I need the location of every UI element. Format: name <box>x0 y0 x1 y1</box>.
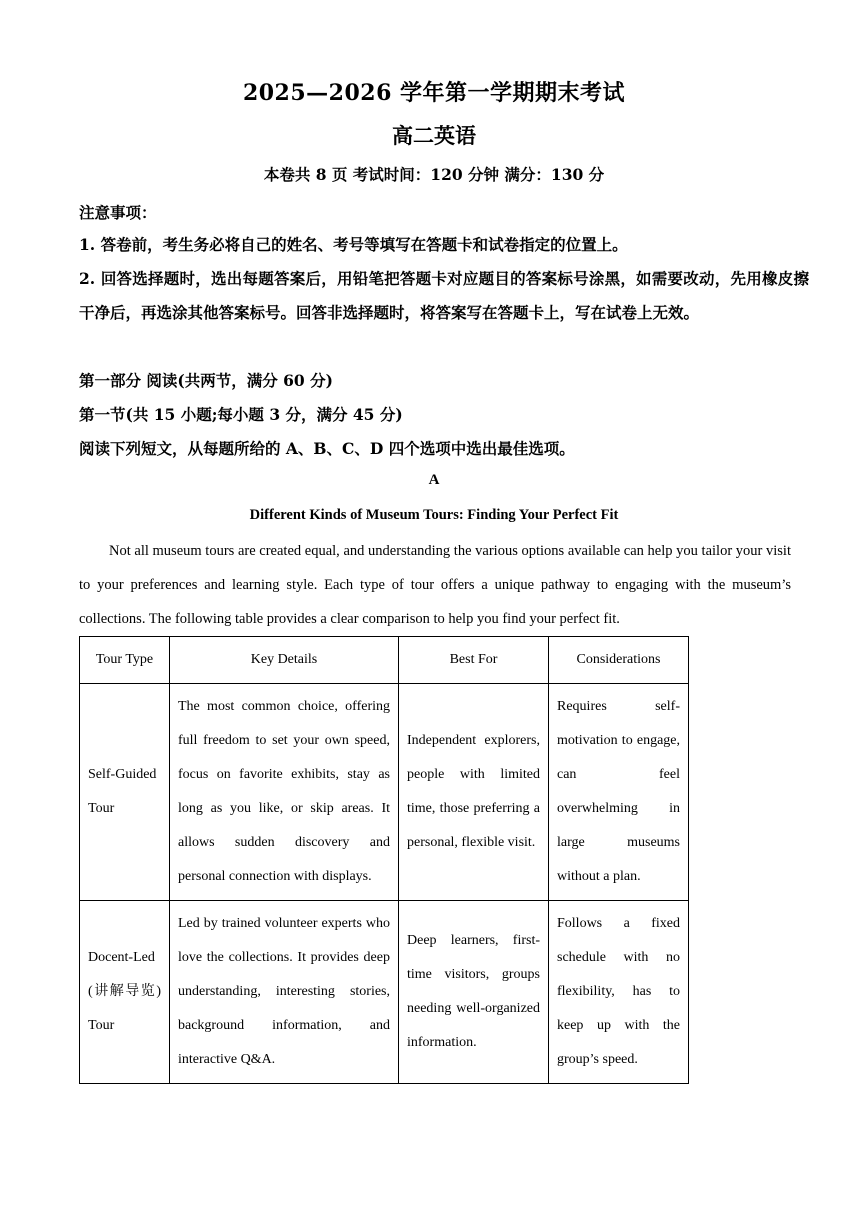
exam-info: 本卷共 8 页 考试时间：120 分钟 满分：130 分 <box>263 165 605 184</box>
key-details-cell: The most common choice, offering full freedom to set your own speed, focus on favorite exhibits, stay as long as you like, or skip areas. It allows sudden discovery and personal connection with displays. <box>170 684 399 901</box>
key-details-cell: Led by trained volunteer experts who love the collections. It provides deep understanding, interesting stories, background information, and interactive Q&A. <box>170 901 399 1084</box>
table-header: Considerations <box>549 637 689 684</box>
best-for-cell: Deep learners, first-time visitors, groups needing well-organized information. <box>399 901 549 1084</box>
table-row <box>80 901 689 1084</box>
tour-type-cell: Docent-Led (讲解导览) Tour <box>80 901 170 1084</box>
reading-instruction: 阅读下列短文，从每题所给的 A、B、C、D 四个选项中选出最佳选项。 <box>79 439 575 458</box>
passage-title: Different Kinds of Museum Tours: Finding Your Perfect Fit <box>249 507 619 523</box>
best-for-cell: Independent explorers, people with limited time, those preferring a personal, flexible visit. <box>399 684 549 901</box>
part-1-heading: 第一部分 阅读(共两节，满分 60 分) <box>79 371 333 390</box>
section-1-heading: 第一节(共 15 小题;每小题 3 分，满分 45 分) <box>79 405 403 424</box>
notice-item-1: 1. 答卷前，考生务必将自己的姓名、考号等填写在答题卡和试卷指定的位置上。 <box>79 235 628 254</box>
considerations-cell: Follows a fixed schedule with no flexibility, has to keep up with the group’s speed. <box>549 901 689 1084</box>
notice-item-2: 2. 回答选择题时，选出每题答案后，用铅笔把答题卡对应题目的答案标号涂黑，如需要改动，先用橡皮擦干净后，再选涂其他答案标号。回答非选择题时，将答案写在答题卡上，写在试卷上无效。 <box>79 269 809 322</box>
tour-comparison-table <box>79 636 689 1084</box>
table-header: Tour Type <box>80 637 170 684</box>
passage-letter: A <box>428 472 440 488</box>
considerations-cell: Requires self-motivation to engage, can feel overwhelming in large museums without a plan. <box>549 684 689 901</box>
exam-title: 2025—2026 学年第一学期期末考试 <box>242 80 626 106</box>
table-header: Key Details <box>170 637 399 684</box>
table-header: Best For <box>399 637 549 684</box>
table-header-row <box>80 637 689 684</box>
table-row <box>80 684 689 901</box>
notice-heading: 注意事项： <box>79 203 157 222</box>
passage-intro: Not all museum tours are created equal, and understanding the various options available can help you tailor your visit to your preferences and learning style. Each type of tour offers a unique pathway to engaging with the museum’s collections. The following table provides a clear comparison to help you find your perfect fit. <box>79 543 791 627</box>
exam-subtitle: 高二英语 <box>392 123 476 148</box>
tour-type-cell: Self-Guided Tour <box>80 684 170 901</box>
